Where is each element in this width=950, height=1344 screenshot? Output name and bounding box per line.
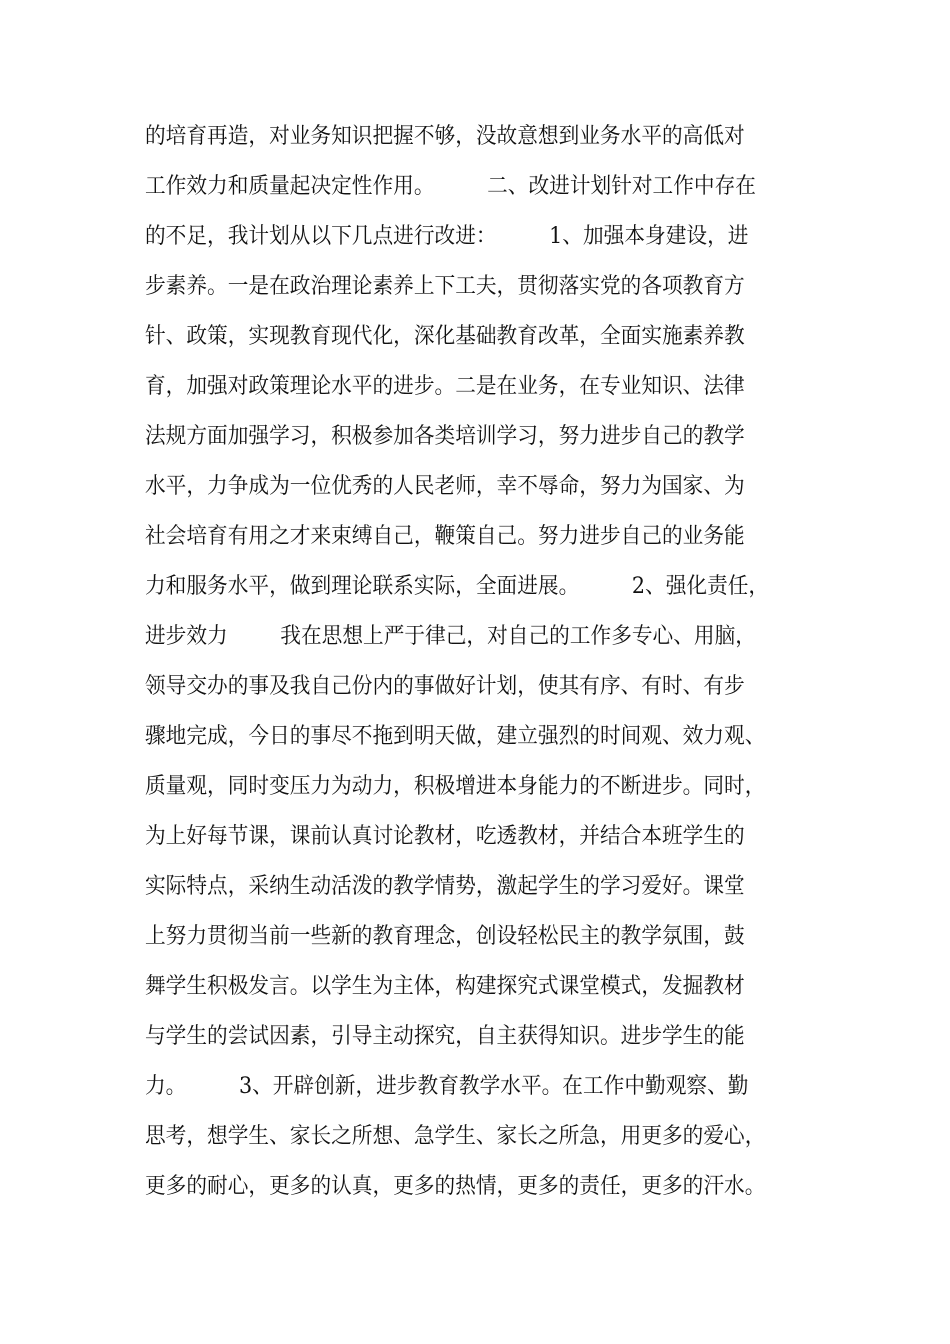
text-line: 上努力贯彻当前一些新的教育理念，创设轻松民主的教学氛围，鼓 (145, 924, 745, 949)
body-text (145, 124, 825, 1230)
text-line: 进步效力 我在思想上严于律己，对自己的工作多专心、用脑， (145, 624, 756, 649)
text-line: 社会培育有用之才来束缚自己，鞭策自己。努力进步自己的业务能 (145, 524, 745, 549)
text-line: 质量观，同时变压力为动力，积极增进本身能力的不断进步。同时， (145, 774, 766, 799)
text-line: 为上好每节课，课前认真讨论教材，吃透教材，并结合本班学生的 (145, 824, 745, 849)
text-line: 工作效力和质量起决定性作用。 二、改进计划针对工作中存在 (145, 174, 756, 199)
text-line: 实际特点，采纳生动活泼的教学情势，激起学生的学习爱好。课堂 (145, 874, 745, 899)
text-line: 的不足，我计划从以下几点进行改进： 1、加强本身建设，进 (145, 224, 749, 249)
text-line: 的培育再造，对业务知识把握不够，没故意想到业务水平的高低对 (145, 124, 745, 149)
text-line: 力和服务水平，做到理论联系实际，全面进展。 2、强化责任， (145, 574, 770, 599)
text-line: 育，加强对政策理论水平的进步。二是在业务，在专业知识、法律 (145, 374, 745, 399)
text-line: 步素养。一是在政治理论素养上下工夫，贯彻落实党的各项教育方 (145, 274, 745, 299)
text-line: 思考，想学生、家长之所想、急学生、家长之所急，用更多的爱心， (145, 1124, 766, 1149)
text-line: 更多的耐心，更多的认真，更多的热情，更多的责任，更多的汗水。 (145, 1174, 766, 1199)
text-line: 水平，力争成为一位优秀的人民老师，幸不辱命，努力为国家、为 (145, 474, 745, 499)
text-line: 法规方面加强学习，积极参加各类培训学习，努力进步自己的教学 (145, 424, 745, 449)
text-line: 骤地完成，今日的事尽不拖到明天做，建立强烈的时间观、效力观、 (145, 724, 766, 749)
text-line: 与学生的尝试因素，引导主动探究，自主获得知识。进步学生的能 (145, 1024, 745, 1049)
text-line: 针、政策，实现教育现代化，深化基础教育改革，全面实施素养教 (145, 324, 745, 349)
text-line: 力。 3、开辟创新，进步教育教学水平。在工作中勤观察、勤 (145, 1074, 749, 1099)
text-line: 舞学生积极发言。以学生为主体，构建探究式课堂模式，发掘教材 (145, 974, 745, 999)
text-line: 领导交办的事及我自己份内的事做好计划，使其有序、有时、有步 (145, 674, 745, 699)
